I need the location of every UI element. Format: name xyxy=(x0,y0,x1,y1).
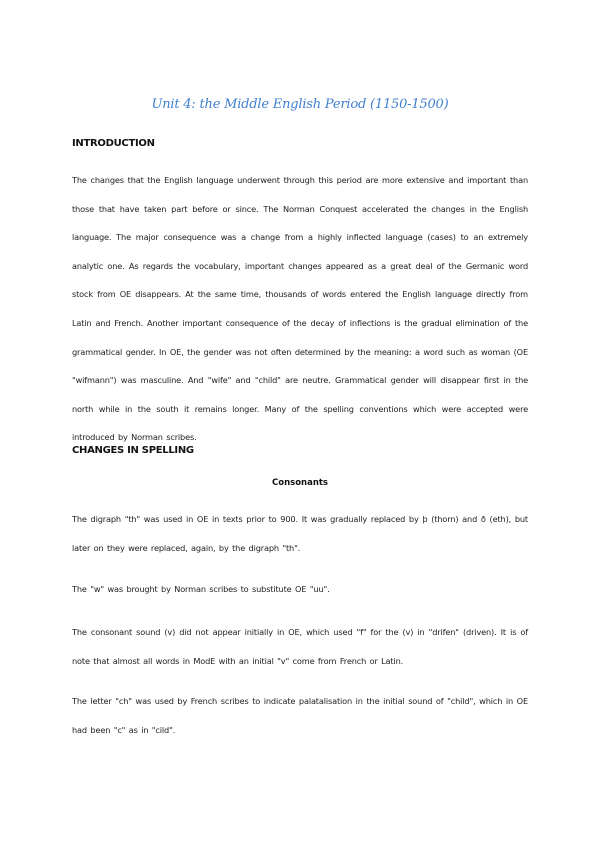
section-heading-changes-in-spelling: CHANGES IN SPELLING xyxy=(72,445,194,456)
subheading-consonants: Consonants xyxy=(272,478,328,488)
spelling-paragraph-w: The "w" was brought by Norman scribes to substitute OE "uu". xyxy=(72,584,330,594)
spelling-paragraph-ch: The letter "ch" was used by French scribes to indicate palatalisation in the initial sound of "child", which in OE had been "c" as in "cild". xyxy=(72,696,528,735)
document-title: Unit 4: the Middle English Period (1150-1500) xyxy=(151,97,449,112)
spelling-paragraph-th: The digraph "th" was used in OE in texts prior to 900. It was gradually replaced by þ (thorn) and ð (eth), but later on they were replaced, again, by the digraph "th". xyxy=(72,514,528,553)
section-heading-introduction: INTRODUCTION xyxy=(72,138,155,149)
introduction-paragraph: The changes that the English language underwent through this period are more extensive and important than those that have taken part before or since. The Norman Conquest accelerated the changes in the English language. The major consequence was a change from a highly inflected language (cases) to an extremely analytic one. As regards the vocabulary, important changes appeared as a great deal of the Germanic word stock from OE disappears. At the same time, thousands of words entered the English language directly from Latin and French. Another important consequence of the decay of inflections is the gradual elimination of the grammatical gender. In OE, the gender was not often determined by the meaning: a word such as woman (OE "wifmann") was masculine. And "wife" and "child" are neutre. Grammatical gender will disappear first in the north while in the south it remains longer. Many of the spelling conventions which were accepted were introduced by Norman scribes. xyxy=(72,175,528,443)
spelling-paragraph-v: The consonant sound (v) did not appear initially in OE, which used "f" for the (v) in "drifen" (driven). It is of note that almost all words in ModE with an initial "v" come from French or Latin. xyxy=(72,627,528,666)
